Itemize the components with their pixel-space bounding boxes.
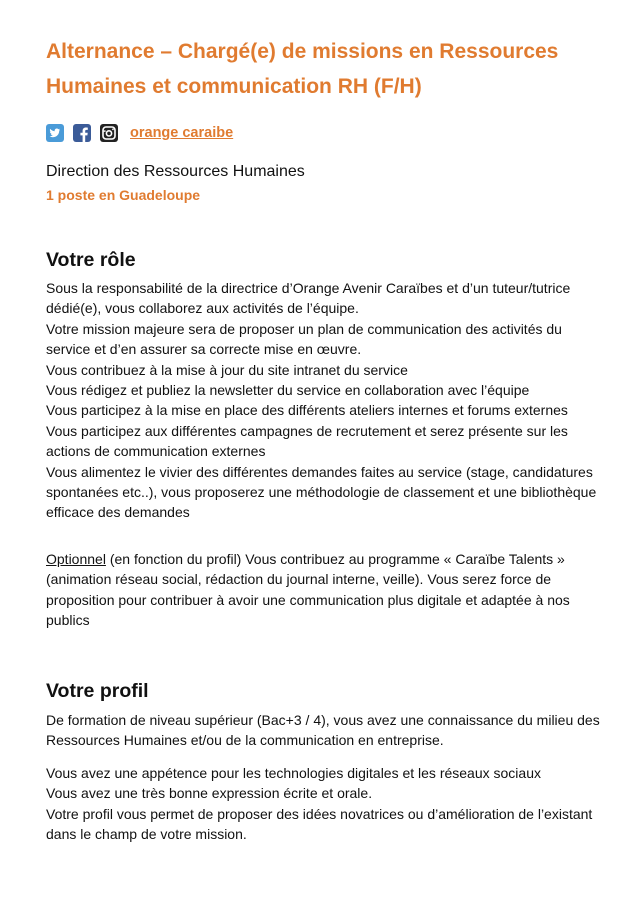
department-name: Direction des Ressources Humaines — [46, 163, 305, 180]
profile-details — [46, 763, 606, 845]
optional-section — [46, 549, 606, 631]
role-paragraph: Votre mission majeure sera de proposer un plan de communication des activités du service et d’en assurer sa correcte mise en œuvre. — [46, 320, 562, 358]
role-paragraph: Vous participez à la mise en place des différents ateliers internes et forums externes — [46, 402, 568, 419]
role-description — [46, 278, 606, 523]
optional-text: (en fonction du profil) Vous contribuez au programme « Caraïbe Talents » (animation réseau social, rédaction du journal interne, veille). Vous serez force de proposition pour contribuer à avoir une communication plus digitale et adaptée à nos publics — [46, 551, 570, 629]
positions-location: 1 poste en Guadeloupe — [46, 187, 201, 203]
profile-heading: Votre profil — [46, 680, 149, 702]
optional-label: Optionnel — [46, 551, 106, 567]
role-paragraph: Vous rédigez et publiez la newsletter du service en collaboration avec l’équipe — [46, 382, 530, 399]
profile-paragraph: Votre profil vous permet de proposer des idées novatrices ou d’amélioration de l’existant dans le champ de votre mission. — [46, 805, 593, 843]
profile-paragraph: De formation de niveau supérieur (Bac+3 / 4), vous avez une connaissance du milieu des Ressources Humaines et/ou de la communication en entreprise. — [46, 712, 600, 749]
profile-intro — [46, 710, 606, 751]
twitter-icon[interactable] — [46, 124, 64, 142]
social-share-bar — [46, 124, 233, 142]
facebook-icon[interactable] — [73, 124, 91, 142]
role-paragraph: Vous alimentez le vivier des différentes demandes faites au service (stage, candidatures spontanées etc..), vous proposerez une méthodologie de classement et une bibliothèque efficace des demandes — [46, 463, 597, 521]
role-paragraph: Vous participez aux différentes campagnes de recrutement et serez présente sur les actions de communication externes — [46, 422, 568, 460]
company-link[interactable]: orange caraibe — [130, 125, 234, 141]
role-paragraph: Vous contribuez à la mise à jour du site intranet du service — [46, 361, 408, 378]
profile-paragraph: Vous avez une très bonne expression écrite et orale. — [46, 785, 373, 802]
optional-paragraph — [46, 549, 606, 631]
profile-paragraph: Vous avez une appétence pour les technologies digitales et les réseaux sociaux — [46, 765, 541, 781]
role-heading: Votre rôle — [46, 249, 136, 271]
instagram-icon[interactable] — [100, 124, 118, 142]
job-title: Alternance – Chargé(e) de missions en Ressources Humaines et communication RH (F/H) — [46, 40, 559, 98]
role-paragraph: Sous la responsabilité de la directrice d’Orange Avenir Caraïbes et d’un tuteur/tutrice dédié(e), vous collaborez aux activités de l’équipe. — [46, 280, 571, 317]
